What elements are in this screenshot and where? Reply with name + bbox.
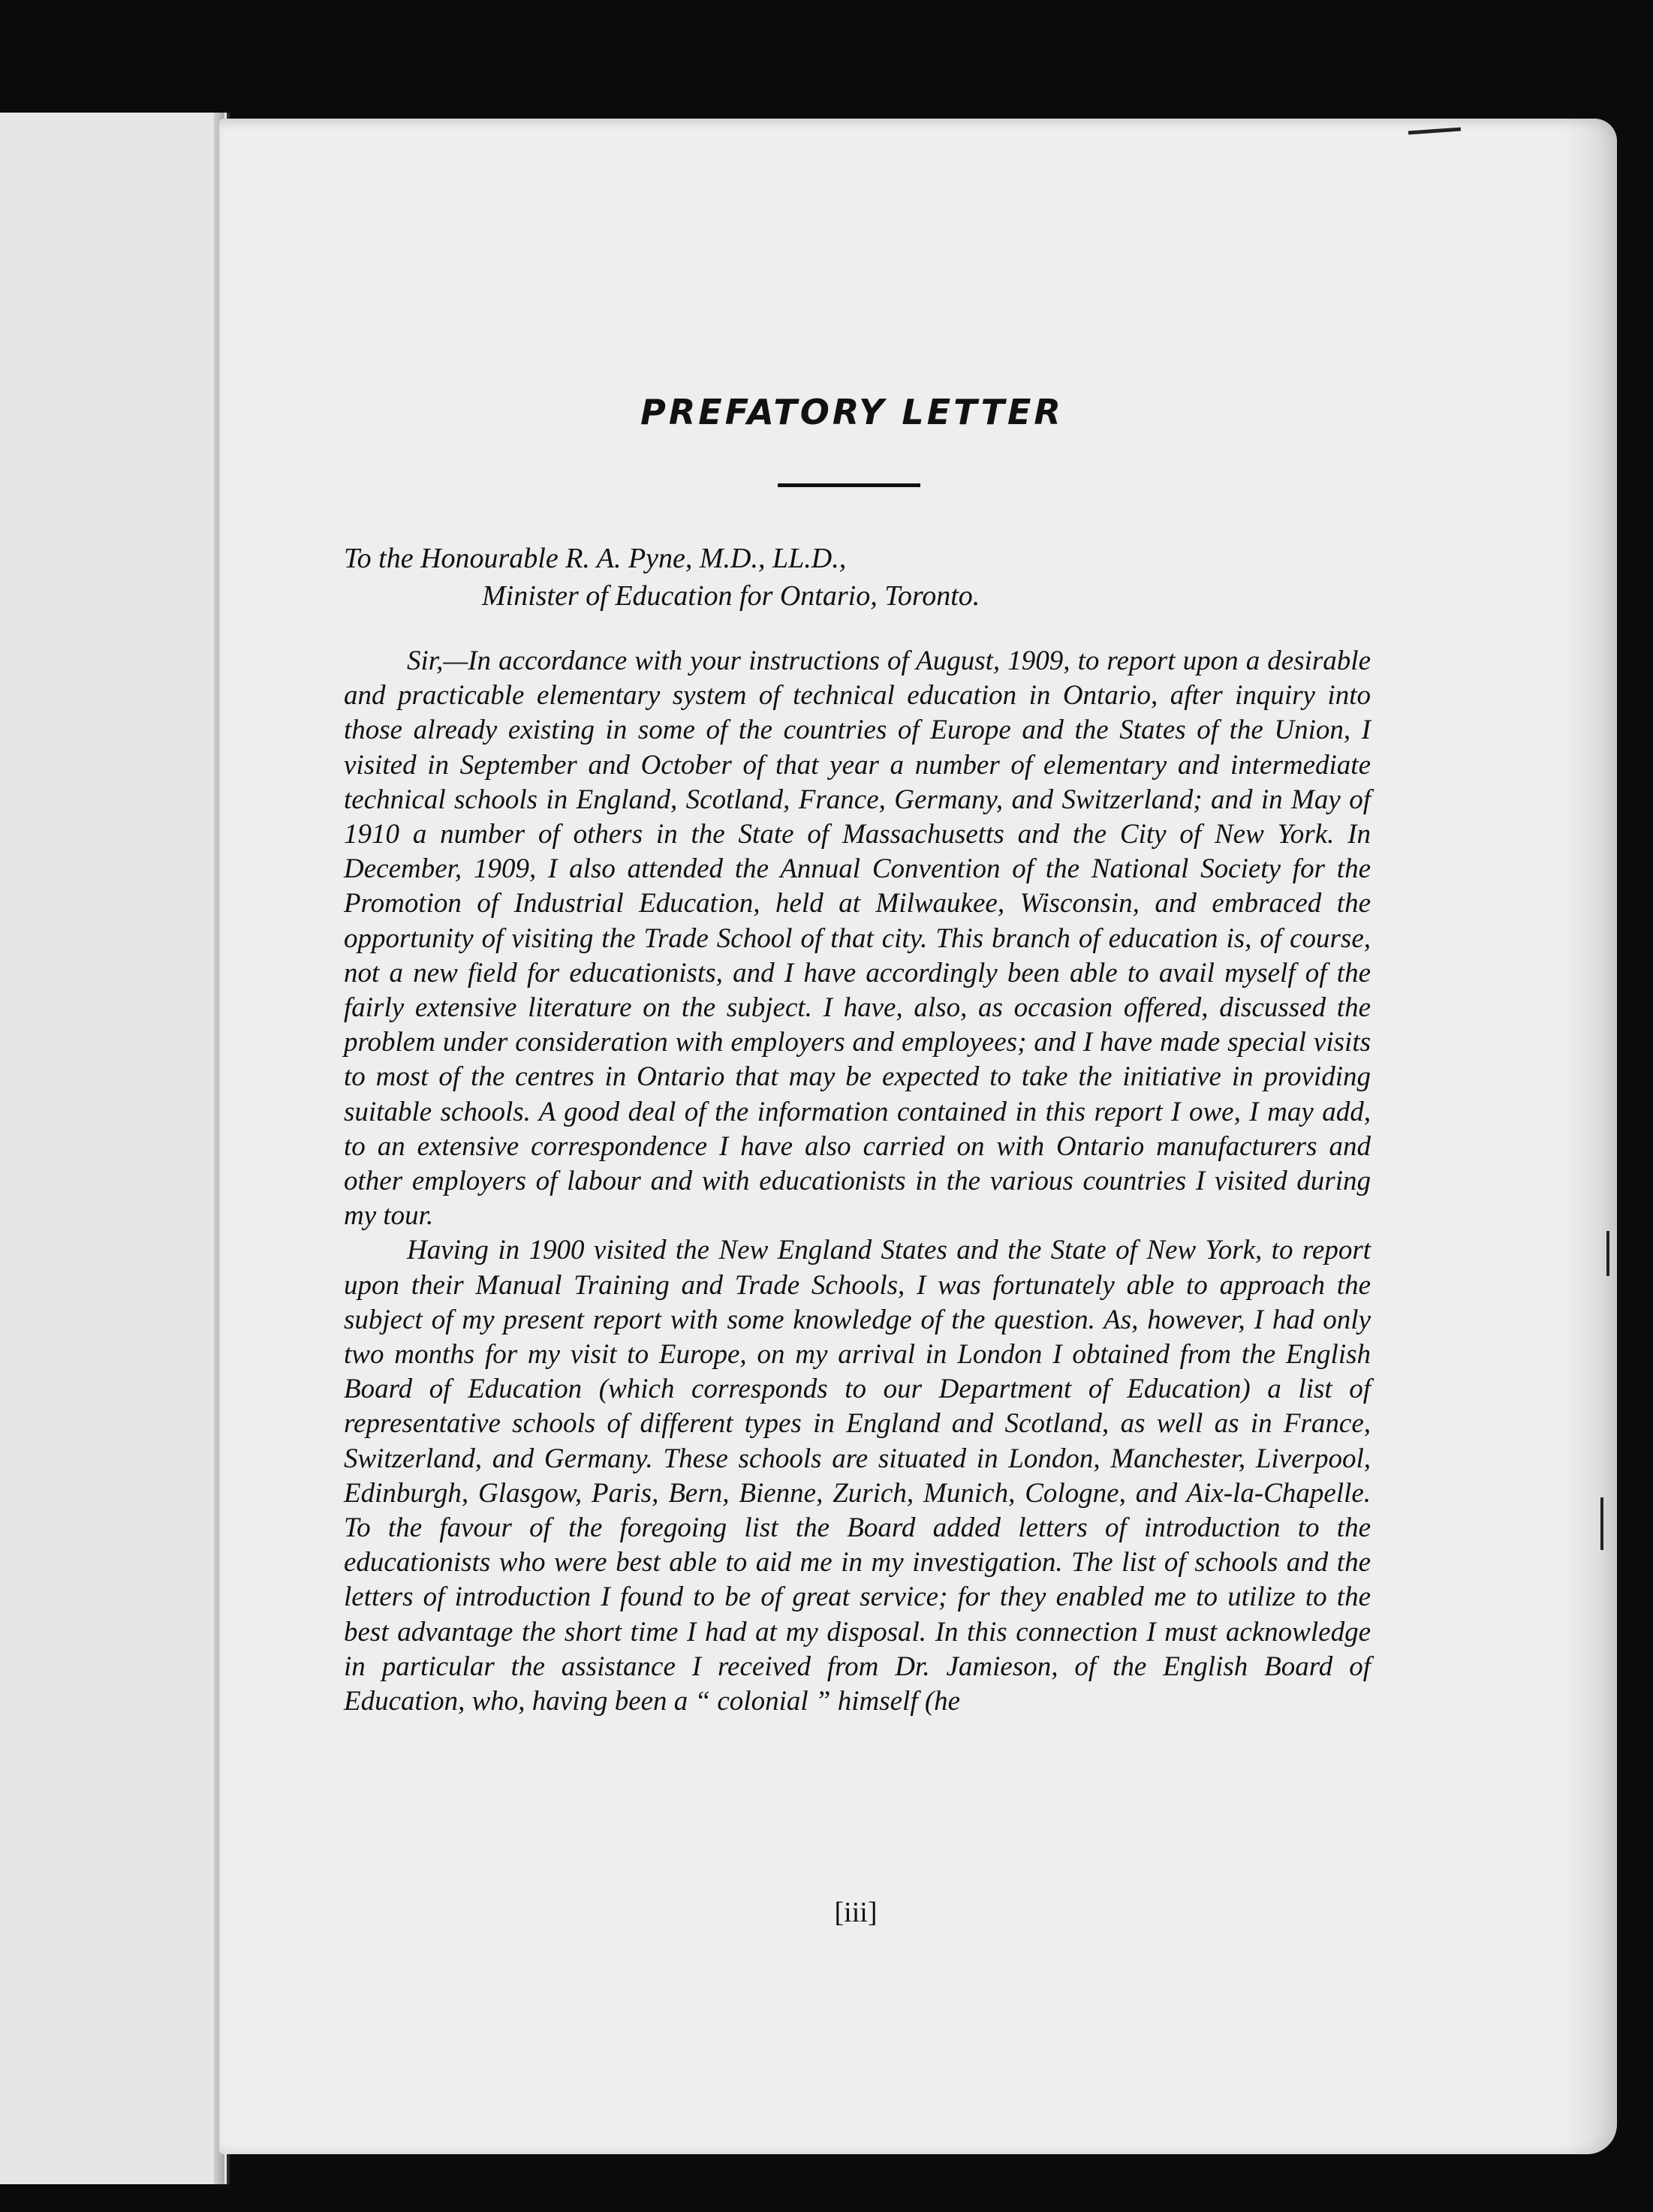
addressee-title-line: Minister of Education for Ontario, Toronto. xyxy=(482,580,980,612)
document-title: PREFATORY LETTER xyxy=(640,392,1064,432)
page-number: [iii] xyxy=(834,1897,878,1928)
paragraph: Having in 1900 visited the New England States and the State of New York, to report upon their Manual Training and Trade Schools, I was fortunately able to approach the subject of my present report with some knowledge of the question. As, however, I had only two months for my visit to Europe, on my arrival in London I obtained from the English Board of Education (which corresponds to our Department of Education) a list of representative schools of different types in England and Scotland, as well as in France, Switzerland, and Germany. These schools are situated in London, Manchester, Liverpool, Edinburgh, Glasgow, Paris, Bern, Bienne, Zurich, Munich, Cologne, and Aix-la-Chapelle. To the favour of the foregoing list the Board added letters of introduction to the educationists who were best able to aid me in my investigation. The list of schools and the letters of introduction I found to be of great service; for they enabled me to utilize to the best advantage the short time I had at my disposal. In this connection I must acknowledge in particular the assistance I received from Dr. Jamieson, of the English Board of Education, who, having been a “ colonial ” himself (he xyxy=(344,1235,1371,1717)
paragraph: Sir,—In accordance with your instructions of August, 1909, to report upon a desirable and practicable elementary system of technical education in Ontario, after inquiry into those already existing in some of the countries of Europe and the States of the Union, I visited in September and October of that year a number of elementary and intermediate technical schools in England, Scotland, France, Germany, and Switzerland; and in May of 1910 a number of others in the State of Massachusetts and the City of New York. In December, 1909, I also attended the Annual Convention of the National Society for the Promotion of Industrial Education, held at Milwaukee, Wisconsin, and embraced the opportunity of visiting the Trade School of that city. This branch of education is, of course, not a new field for educationists, and I have accordingly been able to avail myself of the fairly extensive literature on the subject. I have, also, as occasion offered, discussed the problem under consideration with employers and employees; and I have made special visits to most of the centres in Ontario that may be expected to take the initiative in providing suitable schools. A good deal of the information contained in this report I owe, I may add, to an extensive correspondence I have also carried on with Ontario manufacturers and other employers of labour and with educationists in the various countries I visited during my tour. xyxy=(344,646,1371,1232)
title-divider xyxy=(778,483,920,487)
scan-mark xyxy=(1606,1231,1609,1276)
addressee-line: To the Honourable R. A. Pyne, M.D., LL.D., xyxy=(344,543,847,574)
letter-body xyxy=(344,644,1371,1719)
scan-mark xyxy=(1600,1497,1603,1550)
